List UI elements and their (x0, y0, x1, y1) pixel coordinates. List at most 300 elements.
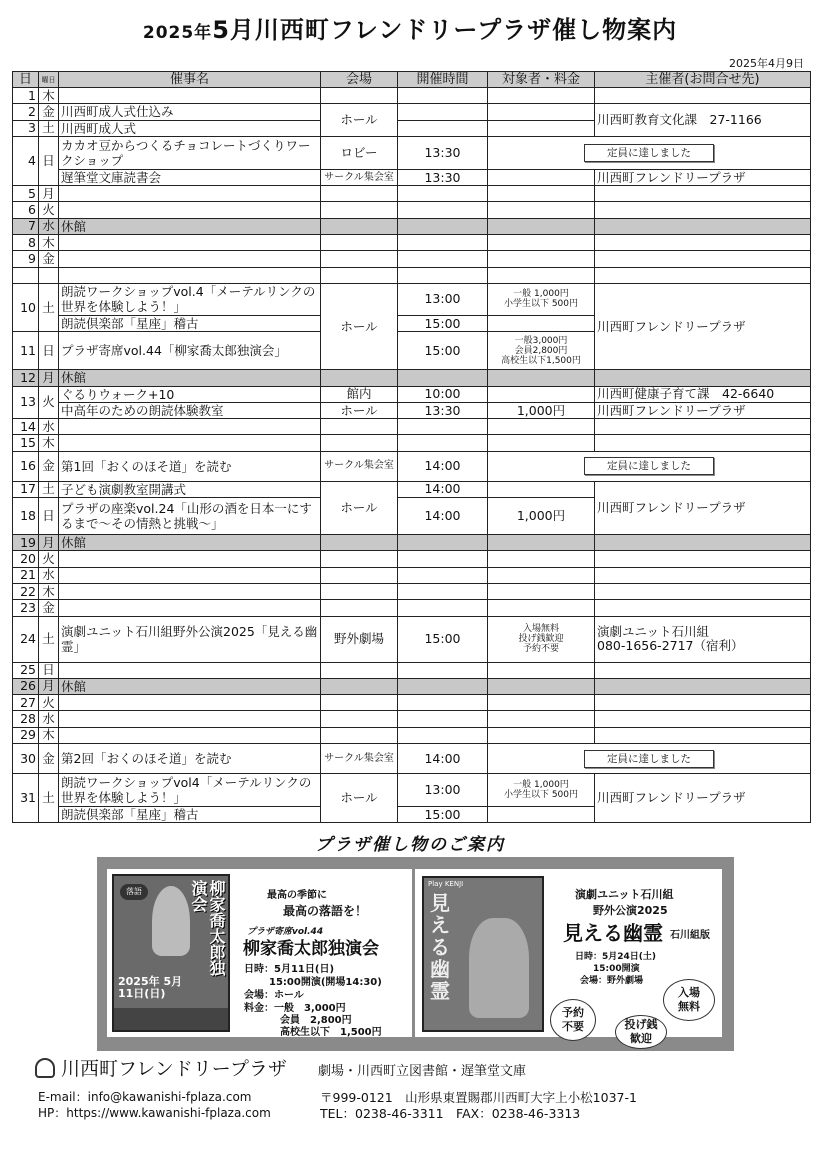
fee-cell (488, 535, 595, 551)
venue-cell: ホール (321, 104, 398, 137)
organizer-cell (595, 535, 811, 551)
organizer-cell (595, 711, 811, 727)
venue-cell (321, 600, 398, 616)
closed-day-row (13, 370, 811, 386)
status-cell (488, 136, 811, 169)
time-cell (398, 695, 488, 711)
poster-top: Play KENJI (428, 880, 464, 888)
day-cell: 18 (13, 498, 39, 535)
time-cell: 13:30 (398, 169, 488, 185)
venue-cell (321, 662, 398, 678)
event-time: 15:00開演 (593, 964, 640, 974)
cloud-text: 投げ銭歓迎 (624, 1018, 658, 1045)
fee-cell (488, 695, 595, 711)
organizer-cell (595, 678, 811, 694)
time-cell (398, 600, 488, 616)
fee-cell (488, 662, 595, 678)
event-name-cell: 中高年のための朗読体験教室 (59, 402, 321, 418)
day-cell: 9 (13, 251, 39, 267)
fee-cell (488, 186, 595, 202)
day-cell: 25 (13, 662, 39, 678)
edition: 石川組版 (670, 930, 710, 941)
fee-cell (488, 283, 595, 315)
fee-cell (488, 419, 595, 435)
table-row (13, 136, 811, 169)
closed-day-row (13, 218, 811, 234)
time-cell (398, 567, 488, 583)
organizer-cell (595, 551, 811, 567)
event-name-cell: 朗読ワークショップvol4「メーテルリンクの世界を体験しよう！」 (59, 774, 321, 807)
table-row (13, 104, 811, 120)
table-row (13, 695, 811, 711)
col-fee: 対象者・料金 (488, 72, 595, 88)
table-row (13, 235, 811, 251)
table-row (13, 583, 811, 599)
event-date: 日時：5月11日(日) (244, 964, 335, 975)
cloud-text: 入場無料 (678, 986, 700, 1013)
weekday-cell: 火 (39, 551, 59, 567)
col-event: 催事名 (59, 72, 321, 88)
table-row (13, 774, 811, 807)
venue-cell (321, 251, 398, 267)
table-row (13, 711, 811, 727)
weekday-cell: 月 (39, 186, 59, 202)
day-cell: 12 (13, 370, 39, 386)
venue-cell (321, 88, 398, 104)
time-cell (398, 583, 488, 599)
event-name-cell: プラザの座楽vol.24「山形の酒を日本一にするまで～その情熱と挑戦～」 (59, 498, 321, 535)
table-row (13, 186, 811, 202)
organizer-cell: 川西町教育文化課 27-1166 (595, 104, 811, 137)
weekday-cell: 木 (39, 88, 59, 104)
organizer-cell (595, 202, 811, 218)
time-cell: 14:00 (398, 451, 488, 481)
day-cell: 1 (13, 88, 39, 104)
event-name-cell (59, 186, 321, 202)
day-cell: 3 (13, 120, 39, 136)
organizer-cell: 川西町フレンドリープラザ (595, 774, 811, 823)
text-line: 投げ銭歓迎 (518, 634, 564, 645)
fee-cell (488, 600, 595, 616)
event-name-cell: カカオ豆からつくるチョコレートづくりワークショップ (59, 136, 321, 169)
venue-cell (321, 583, 398, 599)
day-cell: 30 (13, 744, 39, 774)
fee-cell (488, 774, 595, 807)
time-cell (398, 435, 488, 451)
time-cell (398, 251, 488, 267)
weekday-cell: 日 (39, 498, 59, 535)
organizer-cell (595, 695, 811, 711)
text-line: 小学生以下 500円 (503, 790, 579, 801)
event-name-cell (59, 251, 321, 267)
poster-ghost (422, 876, 544, 1032)
time-cell: 14:00 (398, 498, 488, 535)
table-row (13, 600, 811, 616)
day-cell (13, 267, 39, 283)
weekday-cell: 木 (39, 235, 59, 251)
event-name-cell (59, 235, 321, 251)
col-weekday: 曜日 (39, 72, 59, 88)
time-cell: 15:00 (398, 616, 488, 662)
venue-cell (321, 419, 398, 435)
cloud-free-entry (663, 979, 715, 1021)
text-line: 1,000円 (516, 508, 566, 524)
table-row (13, 481, 811, 497)
fee-cell (488, 616, 595, 662)
day-cell: 23 (13, 600, 39, 616)
poster-rakugo (112, 874, 230, 1032)
status-cell (488, 744, 811, 774)
text-line: 1,000円 (516, 402, 566, 418)
fee-general: 料金：一般 3,000円 (244, 1003, 346, 1014)
time-cell (398, 678, 488, 694)
text-line: 会員2,800円 (514, 345, 568, 356)
venue-cell: サークル集会室 (321, 744, 398, 774)
text-line: 小学生以下 500円 (503, 299, 579, 310)
venue-cell (321, 267, 398, 283)
email-link[interactable]: E-mail：info@kawanishi-fplaza.com (38, 1090, 252, 1104)
weekday-cell: 日 (39, 332, 59, 370)
organizer-cell (595, 583, 811, 599)
fee-cell (488, 567, 595, 583)
venue-cell: ホール (321, 283, 398, 369)
time-cell: 14:00 (398, 481, 488, 497)
time-cell (398, 727, 488, 743)
day-cell: 8 (13, 235, 39, 251)
organizer-cell (595, 727, 811, 743)
venue-cell (321, 551, 398, 567)
event-name-cell: プラザ寄席vol.44「柳家喬太郎独演会」 (59, 332, 321, 370)
day-cell: 20 (13, 551, 39, 567)
organizer-cell (595, 235, 811, 251)
weekday-cell: 金 (39, 744, 59, 774)
text-line: 予約不要 (522, 644, 559, 655)
poster-footer (114, 1008, 228, 1030)
venue-cell: 館内 (321, 386, 398, 402)
weekday-cell: 金 (39, 104, 59, 120)
event-name-cell (59, 551, 321, 567)
fee-cell (488, 386, 595, 402)
venue-cell: サークル集会室 (321, 451, 398, 481)
weekday-cell: 土 (39, 616, 59, 662)
event-name-cell: 演劇ユニット石川組野外公演2025「見える幽霊」 (59, 616, 321, 662)
day-cell: 21 (13, 567, 39, 583)
table-row (13, 402, 811, 418)
time-cell: 13:00 (398, 774, 488, 807)
day-cell: 5 (13, 186, 39, 202)
table-row (13, 744, 811, 774)
weekday-cell: 月 (39, 678, 59, 694)
promo-panel-rakugo (107, 869, 412, 1037)
fee-cell (488, 202, 595, 218)
fee-cell (488, 807, 595, 823)
cloud-tips-welcome (615, 1015, 667, 1049)
weekday-cell: 土 (39, 481, 59, 497)
event-name-cell: 休館 (59, 678, 321, 694)
time-cell (398, 419, 488, 435)
organizer-cell: 川西町フレンドリープラザ (595, 169, 811, 185)
weekday-cell: 日 (39, 662, 59, 678)
footer-brand (35, 1054, 287, 1081)
venue-cell: ロビー (321, 136, 398, 169)
day-cell: 29 (13, 727, 39, 743)
venue-cell: ホール (321, 402, 398, 418)
event-name-cell: 休館 (59, 370, 321, 386)
time-cell (398, 711, 488, 727)
event-name-cell: 朗読倶楽部「星座」稽古 (59, 807, 321, 823)
homepage-link[interactable]: HP：https://www.kawanishi-fplaza.com (38, 1106, 271, 1120)
weekday-cell: 日 (39, 136, 59, 185)
day-cell: 26 (13, 678, 39, 694)
weekday-cell: 金 (39, 600, 59, 616)
venue-cell: サークル集会室 (321, 169, 398, 185)
text-line: 高校生以下1,500円 (501, 355, 581, 366)
event-name-cell (59, 435, 321, 451)
event-name-cell: 第2回「おくのほそ道」を読む (59, 744, 321, 774)
table-row (13, 435, 811, 451)
event-name-cell: 川西町成人式仕込み (59, 104, 321, 120)
organizer-cell (595, 186, 811, 202)
time-cell: 14:00 (398, 744, 488, 774)
organizer-cell (595, 662, 811, 678)
table-row (13, 169, 811, 185)
day-cell: 31 (13, 774, 39, 823)
table-row (13, 616, 811, 662)
time-cell (398, 88, 488, 104)
day-cell: 22 (13, 583, 39, 599)
event-name-cell (59, 202, 321, 218)
text-line: 一般 1,000円 (513, 780, 569, 791)
fee-cell (488, 235, 595, 251)
illustration-image (469, 918, 529, 1018)
full-capacity-badge: 定員に達しました (584, 750, 714, 768)
venue-cell (321, 370, 398, 386)
event-title: 柳家喬太郎独演会 (243, 939, 379, 959)
time-cell: 15:00 (398, 332, 488, 370)
text-line: 入場無料 (522, 624, 559, 635)
weekday-cell: 月 (39, 535, 59, 551)
venue-cell (321, 186, 398, 202)
event-name-cell (59, 727, 321, 743)
table-row (13, 567, 811, 583)
fee-cell (488, 267, 595, 283)
weekday-cell: 火 (39, 202, 59, 218)
day-cell: 27 (13, 695, 39, 711)
closed-day-row (13, 678, 811, 694)
event-name-cell: 第1回「おくのほそ道」を読む (59, 451, 321, 481)
fee-cell (488, 251, 595, 267)
facilities: 劇場・川西町立図書館・遅筆堂文庫 (318, 1064, 527, 1079)
catch2: 最高の落語を！ (283, 904, 368, 918)
issue-date: 2025年4月9日 (729, 57, 804, 70)
promo-banner (97, 857, 734, 1051)
table-header (13, 72, 811, 88)
page-title (0, 10, 820, 45)
venue-cell: ホール (321, 481, 398, 534)
organizer-cell (595, 567, 811, 583)
time-cell (398, 218, 488, 234)
day-cell: 17 (13, 481, 39, 497)
series: プラザ寄席vol.44 (247, 927, 324, 937)
venue-cell (321, 235, 398, 251)
weekday-cell: 火 (39, 386, 59, 419)
venue-cell (321, 695, 398, 711)
venue-cell (321, 535, 398, 551)
title-main: 5月川西町フレンドリープラザ催し物案内 (212, 16, 678, 44)
organizer-cell (595, 218, 811, 234)
closed-day-row (13, 535, 811, 551)
text-line: 080-1656-2717（宿利） (597, 638, 744, 654)
time-cell: 10:00 (398, 386, 488, 402)
day-cell: 4 (13, 136, 39, 185)
event-name-cell (59, 88, 321, 104)
status-cell (488, 451, 811, 481)
cloud-no-reservation (550, 999, 596, 1041)
table-row (13, 551, 811, 567)
day-cell: 11 (13, 332, 39, 370)
venue-cell (321, 567, 398, 583)
day-cell: 13 (13, 386, 39, 419)
time-cell (398, 370, 488, 386)
fee-cell (488, 218, 595, 234)
weekday-cell: 土 (39, 283, 59, 331)
weekday-cell: 土 (39, 774, 59, 823)
day-cell: 28 (13, 711, 39, 727)
time-cell (398, 120, 488, 136)
time-cell: 13:30 (398, 136, 488, 169)
organizer-cell (595, 616, 811, 662)
fee-cell (488, 315, 595, 331)
organizer-cell (595, 435, 811, 451)
event-name-cell: 休館 (59, 218, 321, 234)
poster-title: 見える幽霊 (430, 891, 450, 1003)
fee-cell (488, 498, 595, 535)
time-cell: 15:00 (398, 315, 488, 331)
venue-cell (321, 202, 398, 218)
organizer-cell (595, 251, 811, 267)
weekday-cell: 土 (39, 120, 59, 136)
day-cell: 7 (13, 218, 39, 234)
fee-cell (488, 370, 595, 386)
poster-date: 2025年 5月11日(日) (118, 975, 183, 1000)
time-cell (398, 202, 488, 218)
venue-cell (321, 711, 398, 727)
phone: TEL：0238-46-3311 FAX：0238-46-3313 (320, 1106, 581, 1121)
address: 〒999-0121 山形県東置賜郡川西町大字上小松1037-1 (320, 1090, 637, 1105)
time-cell: 15:00 (398, 807, 488, 823)
event-name-cell: 朗読ワークショップvol.4「メーテルリンクの世界を体験しよう！」 (59, 283, 321, 315)
weekday-cell: 木 (39, 727, 59, 743)
plaza-logo-icon (35, 1058, 55, 1078)
fee-cell (488, 104, 595, 120)
event-title: 見える幽霊 (563, 921, 663, 945)
fee-student: 高校生以下 1,500円 (280, 1027, 382, 1038)
organizer-cell (595, 370, 811, 386)
text-line: 一般3,000円 (514, 335, 568, 346)
event-venue: 会場：ホール (244, 990, 304, 1001)
day-cell: 14 (13, 419, 39, 435)
organizer-cell (595, 267, 811, 283)
poster-title: 柳家喬太郎独演会 (189, 880, 226, 976)
organizer-cell: 川西町フレンドリープラザ (595, 283, 811, 369)
fee-cell (488, 727, 595, 743)
time-cell (398, 551, 488, 567)
venue-cell: 野外劇場 (321, 616, 398, 662)
time-cell (398, 662, 488, 678)
event-name-cell: 休館 (59, 535, 321, 551)
event-name-cell (59, 711, 321, 727)
time-cell: 13:00 (398, 283, 488, 315)
fee-cell (488, 88, 595, 104)
fee-cell (488, 481, 595, 497)
event-name-cell (59, 600, 321, 616)
time-cell (398, 535, 488, 551)
table-row (13, 386, 811, 402)
fee-cell (488, 678, 595, 694)
schedule-table (12, 71, 811, 823)
plaza-name: 川西町フレンドリープラザ (61, 1058, 287, 1080)
organizer-cell: 川西町フレンドリープラザ (595, 402, 811, 418)
table-row (13, 202, 811, 218)
organizer-cell: 川西町フレンドリープラザ (595, 481, 811, 534)
event-name-cell: 朗読倶楽部「星座」稽古 (59, 315, 321, 331)
event-name-cell: 遅筆堂文庫読書会 (59, 169, 321, 185)
weekday-cell: 火 (39, 695, 59, 711)
fee-cell (488, 332, 595, 370)
org-name: 演劇ユニット石川組 (575, 888, 674, 901)
fee-cell (488, 169, 595, 185)
table-row (13, 267, 811, 283)
table-row (13, 662, 811, 678)
event-name-cell (59, 662, 321, 678)
weekday-cell: 木 (39, 583, 59, 599)
table-row (13, 283, 811, 315)
time-cell (398, 235, 488, 251)
col-day: 日 (13, 72, 39, 88)
event-name-cell: ぐるりウォーク+10 (59, 386, 321, 402)
fee-member: 会員 2,800円 (280, 1015, 352, 1026)
catch1: 最高の季節に (267, 890, 327, 901)
weekday-cell: 水 (39, 711, 59, 727)
col-organizer: 主催者(お問合せ先) (595, 72, 811, 88)
full-capacity-badge: 定員に達しました (584, 144, 714, 162)
venue-cell (321, 435, 398, 451)
table-row (13, 88, 811, 104)
table-row (13, 251, 811, 267)
venue-cell (321, 727, 398, 743)
event-name-cell (59, 583, 321, 599)
day-cell: 10 (13, 283, 39, 331)
time-cell (398, 104, 488, 120)
poster-tag: 落語 (120, 884, 148, 900)
event-name-cell (59, 267, 321, 283)
event-date: 日時：5月24日(土) (575, 952, 657, 962)
weekday-cell: 水 (39, 567, 59, 583)
event-name-cell (59, 567, 321, 583)
event-name-cell: 川西町成人式 (59, 120, 321, 136)
event-name-cell (59, 419, 321, 435)
table-row (13, 419, 811, 435)
fee-cell (488, 120, 595, 136)
organizer-cell (595, 600, 811, 616)
weekday-cell: 金 (39, 451, 59, 481)
time-cell (398, 186, 488, 202)
text-line: 演劇ユニット石川組 (597, 624, 710, 640)
weekday-cell: 金 (39, 251, 59, 267)
day-cell: 24 (13, 616, 39, 662)
day-cell: 19 (13, 535, 39, 551)
fee-cell (488, 435, 595, 451)
